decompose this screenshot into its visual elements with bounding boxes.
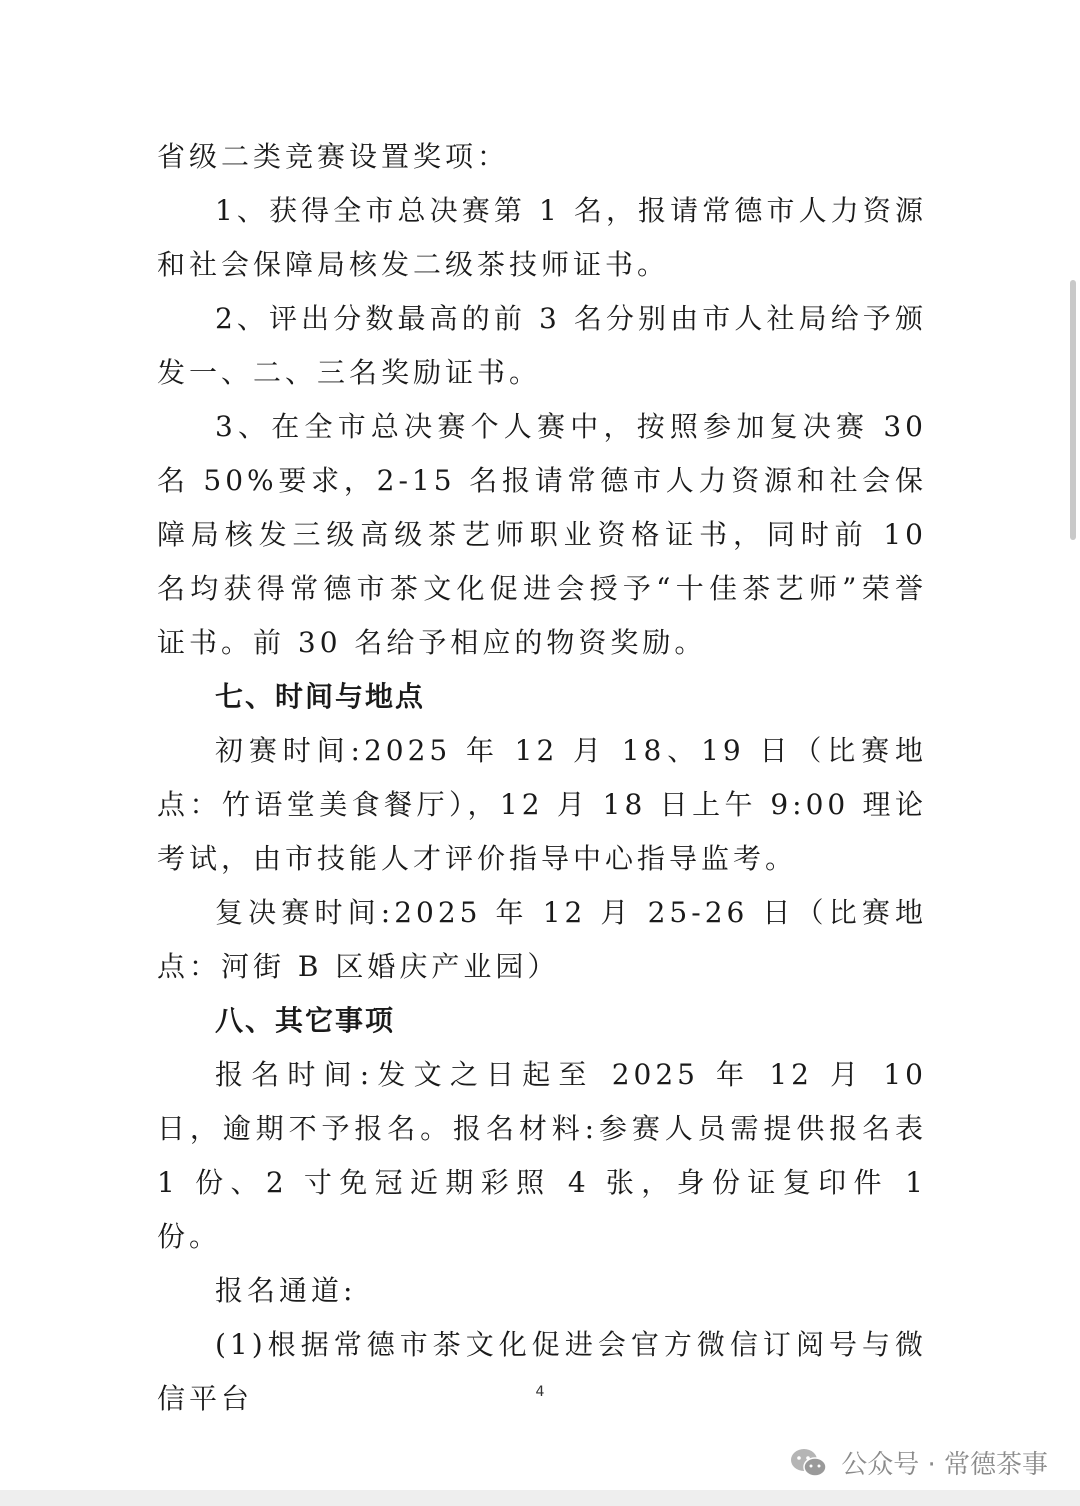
preliminary-schedule: 初赛时间:2025 年 12 月 18、19 日（比赛地点：竹语堂美食餐厅），12 月 18 日上午 9:00 理论考试，由市技能人才评价指导中心指导监考。 [157, 734, 927, 875]
award-item-3: 3、在全市总决赛个人赛中，按照参加复决赛 30 名 50%要求，2-15 名报请常德市人力资源和社会保障局核发三级高级茶艺师职业资格证书，同时前 10 名均获得常德市茶文化促进会授予“十佳茶艺师”荣誉证书。前 30 名给予相应的物资奖励。 [157, 410, 927, 659]
bottom-strip [0, 1490, 1080, 1506]
wechat-account-watermark [789, 1444, 1048, 1481]
final-schedule: 复决赛时间:2025 年 12 月 25-26 日（比赛地点：河街 B 区婚庆产业园） [157, 896, 927, 983]
watermark-text: 公众号 · 常德茶事 [841, 1450, 1048, 1480]
page-number: 4 [535, 1384, 545, 1400]
scrollbar-thumb[interactable] [1070, 280, 1076, 540]
wechat-icon [789, 1447, 829, 1479]
section-heading-other-matters: 八、其它事项 [215, 1004, 396, 1037]
awards-intro: 省级二类竞赛设置奖项： [157, 140, 510, 173]
registration-channel-label: 报名通道: [215, 1274, 357, 1307]
registration-channel-1: (1)根据常德市茶文化促进会官方微信订阅号与微信平台 [157, 1328, 927, 1415]
section-heading-time-location: 七、时间与地点 [215, 680, 426, 713]
award-item-2: 2、评出分数最高的前 3 名分别由市人社局给予颁发一、二、三名奖励证书。 [157, 302, 927, 389]
registration-info: 报名时间:发文之日起至 2025 年 12 月 10 日，逾期不予报名。报名材料:参赛人员需提供报名表 1 份、2 寸免冠近期彩照 4 张，身份证复印件 1 份。 [157, 1058, 927, 1253]
award-item-1: 1、获得全市总决赛第 1 名，报请常德市人力资源和社会保障局核发二级茶技师证书。 [157, 194, 927, 281]
document-body [157, 130, 927, 1426]
